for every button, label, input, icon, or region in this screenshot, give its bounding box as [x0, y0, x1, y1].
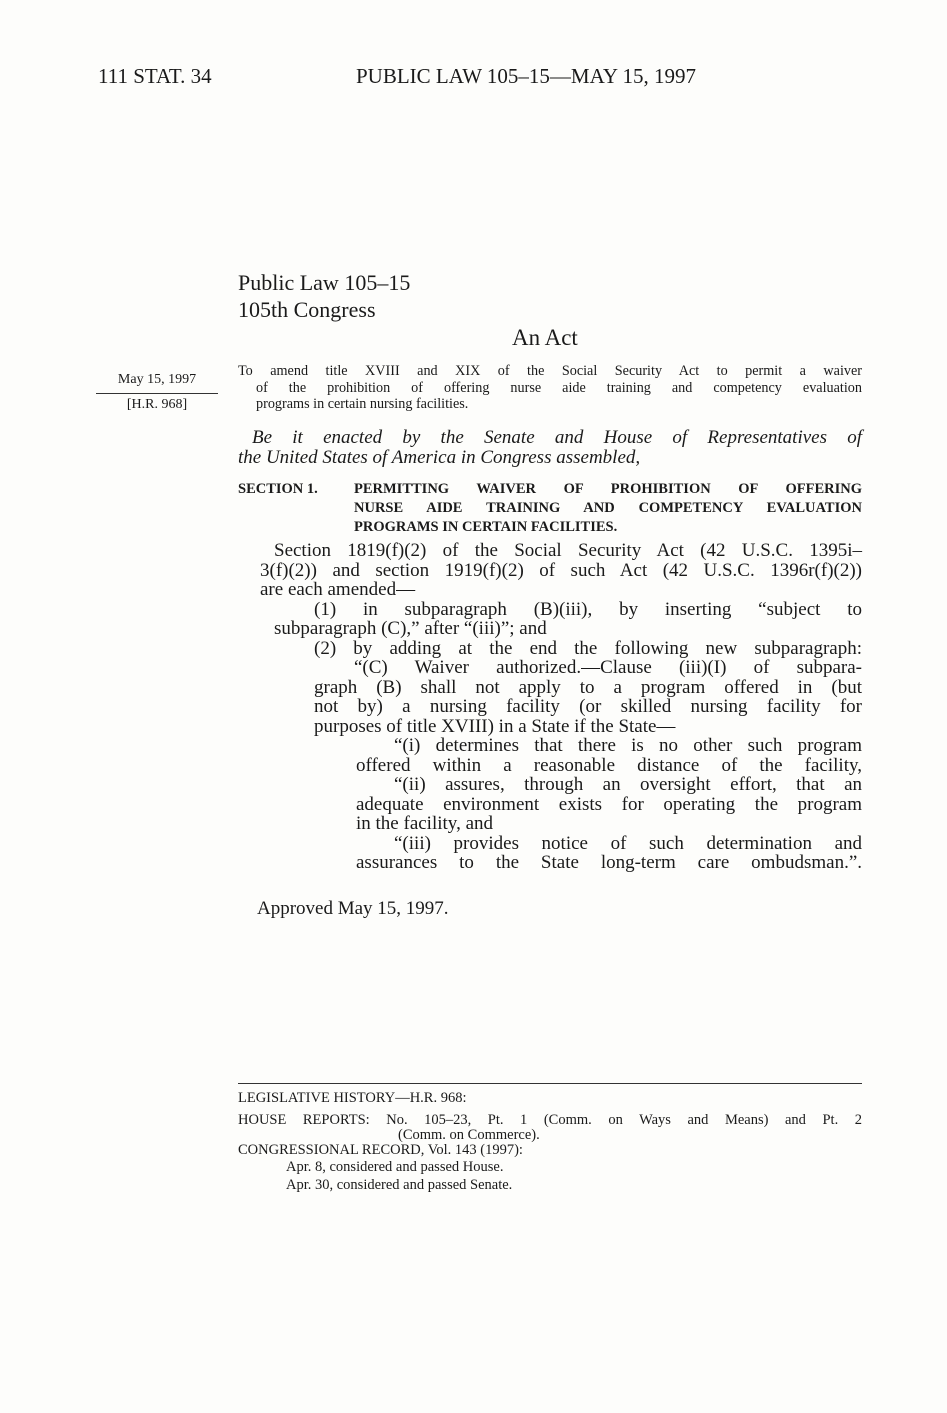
section-label: SECTION 1. — [238, 481, 318, 497]
approval-date: Approved May 15, 1997. — [257, 898, 449, 919]
legislative-history-heading: LEGISLATIVE HISTORY—H.R. 968: — [238, 1090, 467, 1106]
house-reports: HOUSE REPORTS: No. 105–23, Pt. 1 (Comm. on Ways and Means) and Pt. 2 — [238, 1112, 862, 1128]
body-line: “(ii) assures, through an oversight effort, that an — [394, 774, 862, 795]
body-line: (1) in subparagraph (B)(iii), by inserting “subject to — [314, 598, 862, 620]
legislative-history — [238, 1089, 862, 1194]
footer-divider — [238, 1083, 862, 1084]
body-line: “(i) determines that there is no other such program — [394, 735, 862, 756]
history-action: Apr. 8, considered and passed House. — [286, 1159, 504, 1175]
act-purpose — [238, 363, 862, 413]
body-line: offered within a reasonable distance of the facility, — [356, 754, 862, 776]
body-line: (2) by adding at the end the following new subparagraph: — [314, 637, 862, 659]
body-line: 3(f)(2)) and section 1919(f)(2) of such Act (42 U.S.C. 1396r(f)(2)) — [260, 559, 862, 581]
act-label: An Act — [512, 325, 578, 350]
stat-page-reference: 111 STAT. 34 — [98, 64, 212, 88]
section-heading — [238, 480, 862, 537]
section-heading-line: PERMITTING WAIVER OF PROHIBITION OF OFFERING — [354, 481, 862, 497]
purpose-line: of the prohibition of offering nurse aide training and competency evaluation — [256, 379, 862, 396]
body-line: in the facility, and — [356, 813, 493, 834]
body-line: adequate environment exists for operating the program — [356, 793, 862, 815]
body-line: assurances to the State long-term care ombudsman.”. — [356, 852, 862, 873]
purpose-line: To amend title XVIII and XIX of the Social Security Act to permit a waiver — [238, 363, 862, 379]
body-line: not by) a nursing facility (or skilled nursing facility for — [314, 696, 862, 717]
body-line: purposes of title XVIII) in a State if the State— — [314, 715, 676, 737]
enacting-clause — [238, 427, 862, 468]
enacting-line: the United States of America in Congress assembled, — [238, 447, 641, 468]
purpose-line: programs in certain nursing facilities. — [256, 396, 469, 412]
congress-number: 105th Congress — [238, 297, 376, 322]
body-line: “(C) Waiver authorized.—Clause (iii)(I) of subpara- — [354, 657, 862, 678]
body-line: graph (B) shall not apply to a program offered in (but — [314, 676, 862, 698]
congressional-record: CONGRESSIONAL RECORD, Vol. 143 (1997): — [238, 1142, 523, 1158]
enacting-line: Be it enacted by the Senate and House of Representatives of — [252, 427, 862, 448]
body-line: “(iii) provides notice of such determination and — [394, 832, 862, 854]
section-heading-line: NURSE AIDE TRAINING AND COMPETENCY EVALUATION — [354, 500, 862, 516]
section-heading-line: PROGRAMS IN CERTAIN FACILITIES. — [354, 519, 618, 535]
running-title: PUBLIC LAW 105–15—MAY 15, 1997 — [356, 64, 696, 88]
margin-divider — [96, 393, 218, 394]
house-reports-continued: (Comm. on Commerce). — [398, 1127, 540, 1143]
body-line: subparagraph (C),” after “(iii)”; and — [274, 618, 547, 639]
public-law-number: Public Law 105–15 — [238, 270, 411, 295]
margin-date: May 15, 1997 — [117, 372, 197, 387]
margin-bill-number: [H.R. 968] — [126, 397, 188, 412]
body-line: are each amended— — [260, 579, 416, 600]
history-action: Apr. 30, considered and passed Senate. — [286, 1177, 513, 1193]
body-line: Section 1819(f)(2) of the Social Security Act (42 U.S.C. 1395i– — [274, 540, 862, 561]
section-body — [260, 540, 862, 873]
